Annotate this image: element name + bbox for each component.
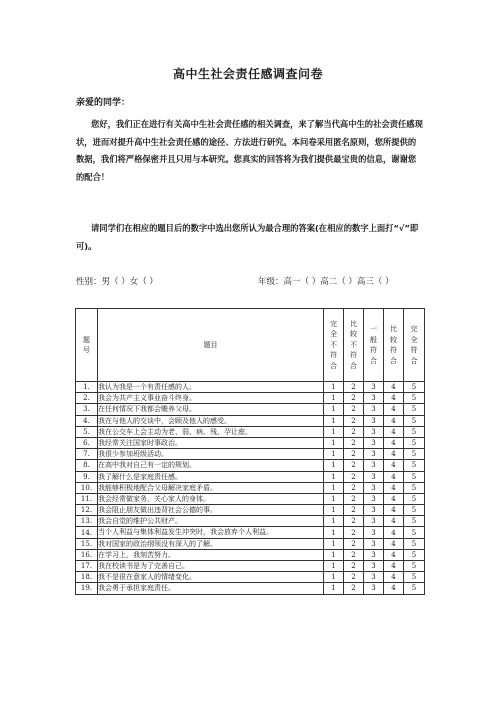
table-row	[76, 415, 425, 426]
score-option-2[interactable]: 2	[344, 549, 364, 560]
score-option-4[interactable]: 4	[384, 493, 404, 504]
score-option-2[interactable]: 2	[344, 516, 364, 527]
score-option-3[interactable]: 3	[364, 561, 384, 572]
table-row	[76, 538, 425, 549]
score-option-5[interactable]: 5	[404, 415, 425, 426]
score-option-3[interactable]: 3	[364, 516, 384, 527]
question-text: 我对国家的政治纲领没有深入的了解。	[98, 538, 324, 549]
question-text: 我会经常做家务，关心家人的身体。	[98, 493, 324, 504]
question-number: 6.	[76, 437, 98, 448]
score-option-4[interactable]: 4	[384, 505, 404, 516]
table-row	[76, 426, 425, 437]
score-option-3[interactable]: 3	[364, 572, 384, 583]
question-text: 在高中我对自己有一定的规划。	[98, 460, 324, 471]
question-number: 1.	[76, 382, 98, 393]
survey-table	[75, 308, 425, 595]
table-row	[76, 482, 425, 493]
score-option-1[interactable]: 1	[324, 561, 344, 572]
question-text: 我在公交车上会主动为老、弱、病、残、孕让座。	[98, 426, 324, 437]
score-option-1[interactable]: 1	[324, 382, 344, 393]
question-number: 8.	[76, 460, 98, 471]
score-option-5[interactable]: 5	[404, 572, 425, 583]
question-number: 18.	[76, 572, 98, 583]
question-number: 14.	[76, 527, 98, 538]
table-row	[76, 527, 425, 538]
grade-field[interactable]: 年级：高一（ ）高二（ ）高三（ ）	[258, 277, 394, 287]
question-text: 我会勇于承担家庭责任。	[98, 583, 324, 594]
question-number: 10.	[76, 482, 98, 493]
question-number: 13.	[76, 516, 98, 527]
score-option-2[interactable]: 2	[344, 505, 364, 516]
score-option-5[interactable]: 5	[404, 538, 425, 549]
score-option-3[interactable]: 3	[364, 505, 384, 516]
score-option-1[interactable]: 1	[324, 482, 344, 493]
score-option-2[interactable]: 2	[344, 538, 364, 549]
score-option-4[interactable]: 4	[384, 460, 404, 471]
score-option-4[interactable]: 4	[384, 561, 404, 572]
score-option-5[interactable]: 5	[404, 437, 425, 448]
score-option-1[interactable]: 1	[324, 471, 344, 482]
question-number: 9.	[76, 471, 98, 482]
question-number: 15.	[76, 538, 98, 549]
question-text: 我在与他人的交谈中，会顾及他人的感受。	[98, 415, 324, 426]
score-option-1[interactable]: 1	[324, 393, 344, 404]
score-option-4[interactable]: 4	[384, 482, 404, 493]
table-row	[76, 561, 425, 572]
score-option-4[interactable]: 4	[384, 583, 404, 594]
score-option-2[interactable]: 2	[344, 527, 364, 538]
score-option-5[interactable]: 5	[404, 393, 425, 404]
question-text: 我了解什么是家庭责任感。	[98, 471, 324, 482]
question-text: 在学习上，我刻苦努力。	[98, 549, 324, 560]
score-option-5[interactable]: 5	[404, 404, 425, 415]
table-row	[76, 382, 425, 393]
score-option-3[interactable]: 3	[364, 583, 384, 594]
score-option-3[interactable]: 3	[364, 460, 384, 471]
question-number: 4.	[76, 415, 98, 426]
survey-body	[76, 382, 425, 595]
score-option-4[interactable]: 4	[384, 393, 404, 404]
question-text: 我在校读书是为了完善自己。	[98, 561, 324, 572]
question-text: 我不是很在意家人的情绪变化。	[98, 572, 324, 583]
score-option-2[interactable]: 2	[344, 460, 364, 471]
score-option-4[interactable]: 4	[384, 572, 404, 583]
score-option-5[interactable]: 5	[404, 516, 425, 527]
score-option-2[interactable]: 2	[344, 449, 364, 460]
question-text: 我经常关注国家时事政治。	[98, 437, 324, 448]
header-col4: 比较符合	[384, 309, 404, 382]
score-option-1[interactable]: 1	[324, 460, 344, 471]
score-option-1[interactable]: 1	[324, 437, 344, 448]
score-option-3[interactable]: 3	[364, 382, 384, 393]
score-option-5[interactable]: 5	[404, 527, 425, 538]
score-option-2[interactable]: 2	[344, 471, 364, 482]
score-option-3[interactable]: 3	[364, 493, 384, 504]
score-option-4[interactable]: 4	[384, 471, 404, 482]
score-option-5[interactable]: 5	[404, 449, 425, 460]
question-number: 11.	[76, 493, 98, 504]
score-option-4[interactable]: 4	[384, 449, 404, 460]
score-option-3[interactable]: 3	[364, 437, 384, 448]
score-option-2[interactable]: 2	[344, 583, 364, 594]
header-col5: 完全符合	[404, 309, 425, 382]
table-row	[76, 516, 425, 527]
score-option-1[interactable]: 1	[324, 549, 344, 560]
score-option-5[interactable]: 5	[404, 426, 425, 437]
table-row	[76, 449, 425, 460]
score-option-2[interactable]: 2	[344, 415, 364, 426]
question-text: 我会阻止朋友做出违背社会公德的事。	[98, 505, 324, 516]
header-number: 题号	[76, 309, 98, 382]
score-option-3[interactable]: 3	[364, 471, 384, 482]
question-number: 5.	[76, 426, 98, 437]
table-row	[76, 572, 425, 583]
score-option-3[interactable]: 3	[364, 426, 384, 437]
score-option-1[interactable]: 1	[324, 516, 344, 527]
score-option-3[interactable]: 3	[364, 538, 384, 549]
score-option-3[interactable]: 3	[364, 549, 384, 560]
score-option-5[interactable]: 5	[404, 493, 425, 504]
score-option-4[interactable]: 4	[384, 516, 404, 527]
score-option-2[interactable]: 2	[344, 482, 364, 493]
score-option-1[interactable]: 1	[324, 404, 344, 415]
greeting: 亲爱的同学：	[76, 98, 131, 108]
score-option-5[interactable]: 5	[404, 460, 425, 471]
question-number: 7.	[76, 449, 98, 460]
score-option-3[interactable]: 3	[364, 404, 384, 415]
instruction-paragraph: 请同学们在相应的题目后的数字中选出您所认为最合理的答案(在相应的数字上面打“√”即可)。	[76, 223, 419, 251]
score-option-4[interactable]: 4	[384, 527, 404, 538]
question-number: 12.	[76, 505, 98, 516]
score-option-5[interactable]: 5	[404, 382, 425, 393]
score-option-1[interactable]: 1	[324, 426, 344, 437]
score-option-2[interactable]: 2	[344, 382, 364, 393]
question-text: 我会自觉的维护公共财产。	[98, 516, 324, 527]
table-row	[76, 549, 425, 560]
question-text: 在任何情况下我都会赡养父母。	[98, 404, 324, 415]
score-option-4[interactable]: 4	[384, 415, 404, 426]
score-option-5[interactable]: 5	[404, 482, 425, 493]
score-option-3[interactable]: 3	[364, 482, 384, 493]
score-option-2[interactable]: 2	[344, 404, 364, 415]
score-option-1[interactable]: 1	[324, 505, 344, 516]
score-option-1[interactable]: 1	[324, 572, 344, 583]
question-text: 我很少参加班级活动。	[98, 449, 324, 460]
score-option-4[interactable]: 4	[384, 426, 404, 437]
table-row	[76, 404, 425, 415]
score-option-4[interactable]: 4	[384, 404, 404, 415]
table-row	[76, 583, 425, 594]
question-number: 17.	[76, 561, 98, 572]
score-option-3[interactable]: 3	[364, 527, 384, 538]
score-option-1[interactable]: 1	[324, 583, 344, 594]
score-option-3[interactable]: 3	[364, 449, 384, 460]
score-option-1[interactable]: 1	[324, 415, 344, 426]
score-option-1[interactable]: 1	[324, 527, 344, 538]
score-option-1[interactable]: 1	[324, 538, 344, 549]
document-title: 高中生社会责任感调查问卷	[172, 67, 323, 81]
table-row	[76, 471, 425, 482]
score-option-1[interactable]: 1	[324, 493, 344, 504]
table-row	[76, 460, 425, 471]
table-row	[76, 493, 425, 504]
score-option-2[interactable]: 2	[344, 572, 364, 583]
question-number: 16.	[76, 549, 98, 560]
score-option-3[interactable]: 3	[364, 415, 384, 426]
header-col2: 比较不符合	[344, 309, 364, 382]
question-number: 19.	[76, 583, 98, 594]
score-option-3[interactable]: 3	[364, 393, 384, 404]
score-option-4[interactable]: 4	[384, 538, 404, 549]
score-option-2[interactable]: 2	[344, 493, 364, 504]
score-option-5[interactable]: 5	[404, 561, 425, 572]
header-col3: 一般符合	[364, 309, 384, 382]
score-option-2[interactable]: 2	[344, 393, 364, 404]
intro-paragraph: 您好，我们正在进行有关高中生社会责任感的相关调查，来了解当代高中生的社会责任感现状，进而对提升高中生社会责任感的途径、方法进行研究。本问卷采用匿名原则，您所提供的数据，我们将严格保密并且只用与本研究。您真实的回答将为我们提供最宝贵的信息，谢谢您的配合！	[76, 119, 423, 182]
score-option-2[interactable]: 2	[344, 561, 364, 572]
score-option-2[interactable]: 2	[344, 426, 364, 437]
question-text: 我能够积极地配合父母解决家庭矛盾。	[98, 482, 324, 493]
question-number: 3.	[76, 404, 98, 415]
table-row	[76, 393, 425, 404]
question-text: 我认为我是一个有责任感的人。	[98, 382, 324, 393]
question-text: 我会为共产主义事业奋斗终身。	[98, 393, 324, 404]
question-text: 当个人利益与集体利益发生冲突时，我会放弃个人利益。	[98, 527, 324, 538]
score-option-2[interactable]: 2	[344, 437, 364, 448]
table-row	[76, 437, 425, 448]
score-option-5[interactable]: 5	[404, 549, 425, 560]
question-number: 2.	[76, 393, 98, 404]
header-col1: 完全不符合	[324, 309, 344, 382]
score-option-4[interactable]: 4	[384, 437, 404, 448]
score-option-5[interactable]: 5	[404, 471, 425, 482]
table-header-row	[76, 309, 425, 382]
score-option-5[interactable]: 5	[404, 583, 425, 594]
score-option-1[interactable]: 1	[324, 449, 344, 460]
header-question: 题目	[98, 309, 324, 382]
gender-field[interactable]: 性别：男（ ）女（ ）	[76, 277, 158, 287]
score-option-4[interactable]: 4	[384, 549, 404, 560]
score-option-4[interactable]: 4	[384, 382, 404, 393]
table-row	[76, 505, 425, 516]
score-option-5[interactable]: 5	[404, 505, 425, 516]
